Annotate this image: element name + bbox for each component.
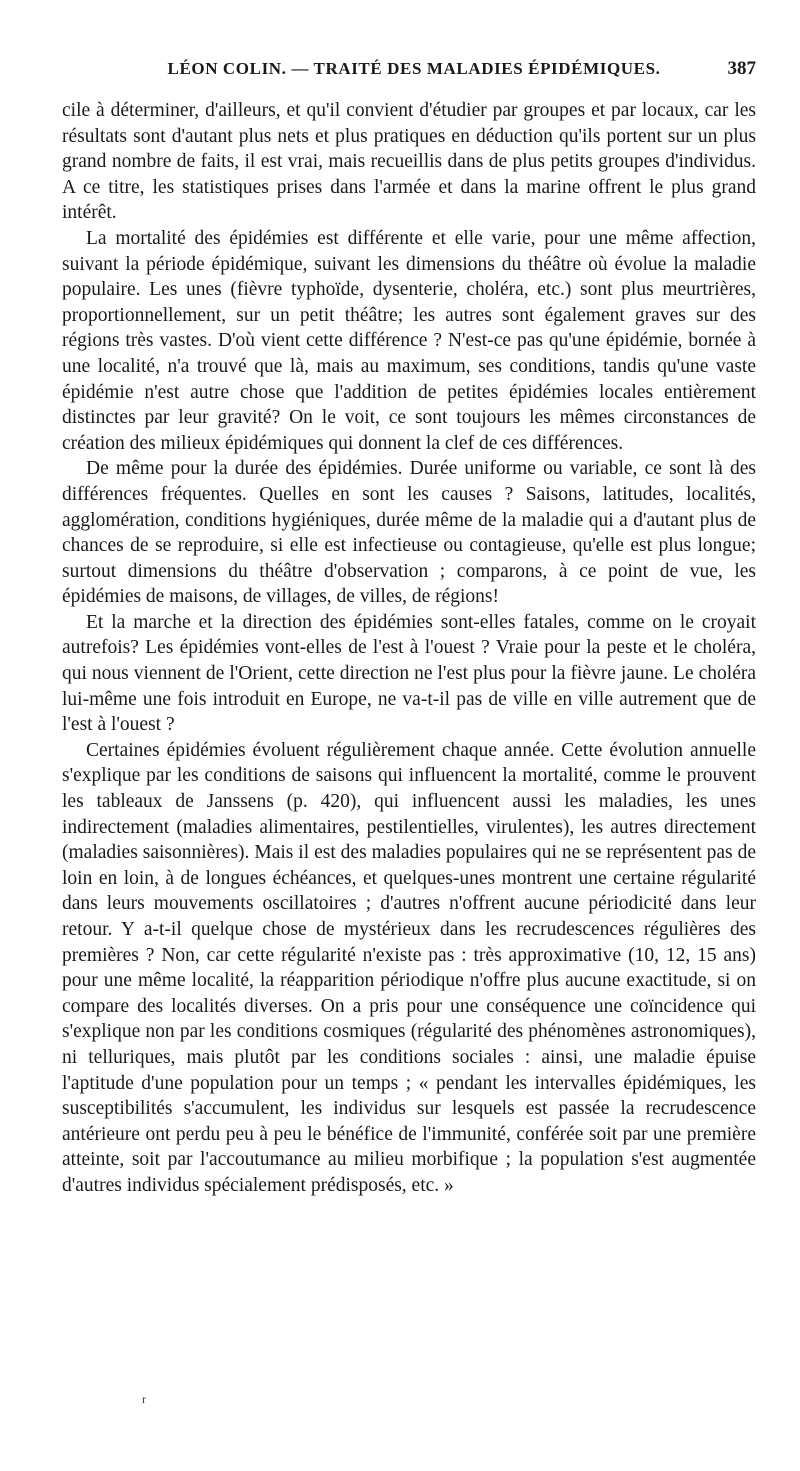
running-title: LÉON COLIN. — TRAITÉ DES MALADIES ÉPIDÉMIQUES. — [167, 59, 661, 78]
stray-printer-mark: r — [142, 1392, 146, 1406]
paragraph-periodicity: Certaines épidémies évoluent régulièrement chaque année. Cette évolution annuelle s'explique par les conditions de saisons qui influencent la mortalité, comme le prouvent les tableaux de Janssens (p. 420), qui influencent aussi les maladies, les unes indirectement (maladies alimentaires, pestilentielles, virulentes), les autres directement (maladies saisonnières). Mais il est des maladies populaires qui ne se représentent pas de loin en loin, à de longues échéances, et quelques-unes montrent une certaine régularité dans leurs mouvements oscillatoires ; d'autres n'offrent aucune périodicité dans leur retour. Y a-t-il quelque chose de mystérieux dans les recrudescences régulières des premières ? Non, car cette régularité n'existe pas : très approximative (10, 12, 15 ans) pour une même localité, la réapparition périodique n'offre plus aucune exactitude, si on compare des localités diverses. On a pris pour une conséquence une coïncidence qui s'explique non par les conditions cosmiques (régularité des phénomènes astronomiques), ni telluriques, mais plutôt par les conditions sociales : ainsi, une maladie épuise l'aptitude d'une population pour un temps ; « pendant les intervalles épidémiques, les susceptibilités s'accumulent, les individus sur lesquels est passée la recrudescence antérieure ont perdu peu à peu le bénéfice de l'immunité, conférée soit par une première atteinte, soit par l'accoutumance au milieu morbifique ; la population s'est augmentée d'autres individus spécialement prédisposés, etc. » — [62, 739, 756, 1196]
paragraph-mortality: La mortalité des épidémies est différente et elle varie, pour une même affection, suivant la période épidémique, suivant les dimensions du théâtre où évolue la maladie populaire. Les unes (fièvre typhoïde, dysenterie, choléra, etc.) sont plus meurtrières, proportionnellement, sur un petit théâtre; les autres sont également graves sur des régions très vastes. D'où vient cette différence ? N'est-ce pas qu'une épidémie, bornée à une localité, n'a trouvé que là, mais au maximum, ses conditions, tandis qu'une vaste épidémie n'est autre chose que l'addition de petites épidémies locales entièrement distinctes par leur gravité? On le voit, ce sont toujours les mêmes circonstances de création des milieux épidémiques qui donnent la clef de ces différences. — [62, 227, 756, 454]
paragraph-duration: De même pour la durée des épidémies. Durée uniforme ou variable, ce sont là des différences fréquentes. Quelles en sont les causes ? Saisons, latitudes, localités, agglomération, conditions hygiéniques, durée même de la maladie qui a d'autant plus de chances de se reproduire, si elle est infectieuse ou contagieuse, qu'elle est plus longue; surtout dimensions du théâtre d'observation ; comparons, à ce point de vue, les épidémies de maisons, de villages, de villes, de régions! — [62, 458, 756, 608]
page-number: 387 — [727, 58, 756, 79]
paragraph-continuation: cile à déterminer, d'ailleurs, et qu'il convient d'étudier par groupes et par locaux, car les résultats sont d'autant plus nets et plus pratiques en déduction qu'ils portent sur un plus grand nombre de faits, il est vrai, mais recueillis dans de plus petits groupes d'individus. A ce titre, les statistiques prises dans l'armée et dans la marine offrent le plus grand intérêt. — [62, 100, 756, 224]
paragraph-direction: Et la marche et la direction des épidémies sont-elles fatales, comme on le croyait autrefois? Les épidémies vont-elles de l'est à l'ouest ? Vraie pour la peste et le choléra, qui nous viennent de l'Orient, cette direction ne l'est plus pour la fièvre jaune. Le choléra lui-même une fois introduit en Europe, ne va-t-il pas de ville en ville autrement que de l'est à l'ouest ? — [62, 611, 756, 736]
running-head — [62, 58, 756, 86]
body-text — [62, 98, 756, 1199]
